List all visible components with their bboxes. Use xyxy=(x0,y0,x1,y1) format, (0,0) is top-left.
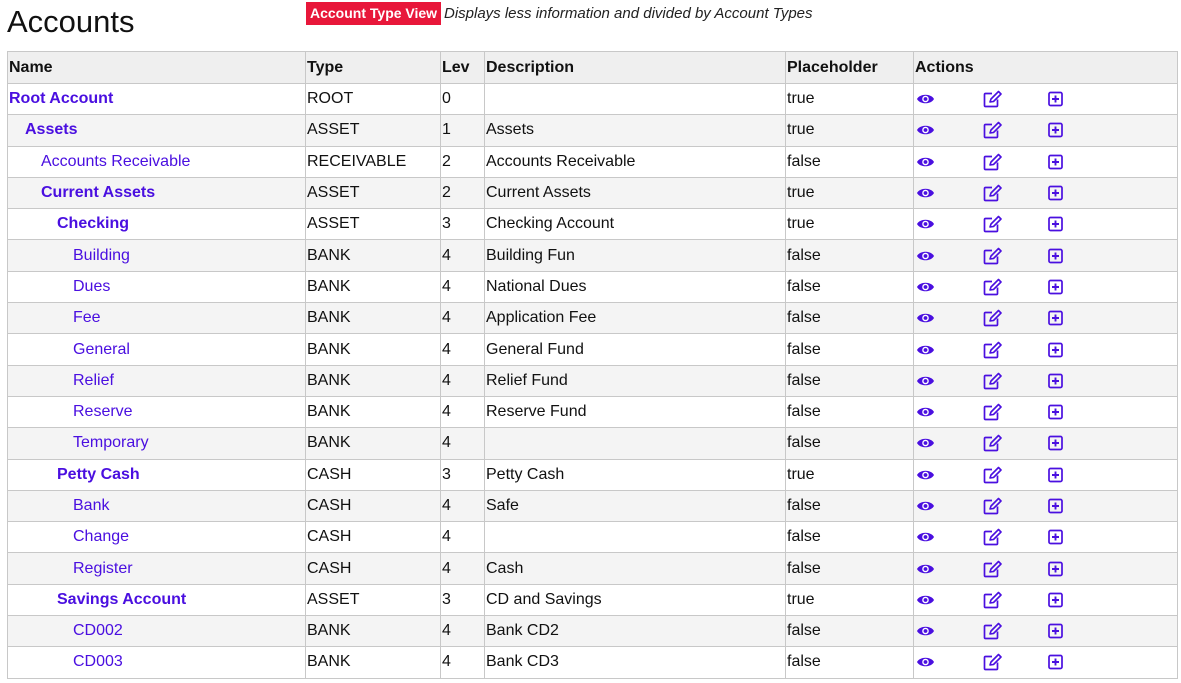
view-icon[interactable] xyxy=(916,343,935,356)
account-level-cell: 4 xyxy=(441,428,485,459)
view-icon[interactable] xyxy=(916,280,935,293)
edit-icon[interactable] xyxy=(983,341,1002,358)
table-row xyxy=(8,522,1178,553)
account-type-view-button[interactable]: Account Type View xyxy=(306,2,441,25)
account-level-cell: 4 xyxy=(441,553,485,584)
table-row xyxy=(8,490,1178,521)
actions-cell xyxy=(914,616,1178,647)
account-description-cell: Assets xyxy=(485,115,786,146)
account-name-cell xyxy=(8,584,306,615)
edit-icon[interactable] xyxy=(983,372,1002,389)
column-header-placeholder: Placeholder xyxy=(786,52,914,84)
account-name-cell xyxy=(8,459,306,490)
account-name-link[interactable]: General xyxy=(73,340,130,358)
actions-cell xyxy=(914,271,1178,302)
add-child-icon[interactable] xyxy=(1048,499,1063,514)
account-description-cell: General Fund xyxy=(485,334,786,365)
account-name-cell xyxy=(8,146,306,177)
account-placeholder-cell: false xyxy=(786,365,914,396)
edit-icon[interactable] xyxy=(983,623,1002,640)
view-icon[interactable] xyxy=(916,625,935,638)
account-name-link[interactable]: Root Account xyxy=(9,90,114,108)
view-icon[interactable] xyxy=(916,562,935,575)
account-description-cell: Building Fun xyxy=(485,240,786,271)
account-type-cell: BANK xyxy=(306,647,441,678)
account-description-cell: Safe xyxy=(485,490,786,521)
edit-icon[interactable] xyxy=(983,529,1002,546)
account-placeholder-cell: false xyxy=(786,303,914,334)
account-type-cell: BANK xyxy=(306,271,441,302)
account-type-cell: CASH xyxy=(306,490,441,521)
account-level-cell: 4 xyxy=(441,647,485,678)
add-child-icon[interactable] xyxy=(1048,405,1063,420)
account-name-link[interactable]: Relief xyxy=(73,371,114,389)
edit-icon[interactable] xyxy=(983,91,1002,108)
actions-cell xyxy=(914,84,1178,115)
account-type-cell: BANK xyxy=(306,240,441,271)
account-name-link[interactable]: Checking xyxy=(57,215,130,233)
edit-icon[interactable] xyxy=(983,591,1002,608)
account-placeholder-cell: false xyxy=(786,522,914,553)
edit-icon[interactable] xyxy=(983,654,1002,671)
add-child-icon[interactable] xyxy=(1048,655,1063,670)
account-name-cell xyxy=(8,271,306,302)
view-icon[interactable] xyxy=(916,593,935,606)
account-placeholder-cell: false xyxy=(786,334,914,365)
account-name-cell xyxy=(8,115,306,146)
account-placeholder-cell: false xyxy=(786,428,914,459)
account-description-cell: Current Assets xyxy=(485,177,786,208)
account-type-cell: BANK xyxy=(306,365,441,396)
account-type-cell: ROOT xyxy=(306,84,441,115)
account-level-cell: 3 xyxy=(441,209,485,240)
account-level-cell: 3 xyxy=(441,584,485,615)
account-type-cell: BANK xyxy=(306,428,441,459)
edit-icon[interactable] xyxy=(983,185,1002,202)
account-description-cell: National Dues xyxy=(485,271,786,302)
account-name-cell xyxy=(8,522,306,553)
view-icon[interactable] xyxy=(916,406,935,419)
account-name-cell xyxy=(8,553,306,584)
add-child-icon[interactable] xyxy=(1048,467,1063,482)
edit-icon[interactable] xyxy=(983,404,1002,421)
account-placeholder-cell: false xyxy=(786,616,914,647)
account-description-cell: Bank CD3 xyxy=(485,647,786,678)
account-name-cell xyxy=(8,428,306,459)
account-type-cell: BANK xyxy=(306,303,441,334)
actions-cell xyxy=(914,584,1178,615)
edit-icon[interactable] xyxy=(983,278,1002,295)
account-name-link[interactable]: Building xyxy=(73,246,130,264)
account-name-link[interactable]: CD003 xyxy=(73,653,123,671)
account-name-cell xyxy=(8,209,306,240)
table-row xyxy=(8,459,1178,490)
account-description-cell: Bank CD2 xyxy=(485,616,786,647)
account-name-cell xyxy=(8,490,306,521)
actions-cell xyxy=(914,459,1178,490)
column-header-actions: Actions xyxy=(914,52,1178,84)
account-placeholder-cell: false xyxy=(786,553,914,584)
add-child-icon[interactable] xyxy=(1048,561,1063,576)
actions-cell xyxy=(914,240,1178,271)
table-row xyxy=(8,240,1178,271)
add-child-icon[interactable] xyxy=(1048,342,1063,357)
account-type-cell: ASSET xyxy=(306,584,441,615)
actions-cell xyxy=(914,334,1178,365)
account-description-cell: Cash xyxy=(485,553,786,584)
actions-cell xyxy=(914,146,1178,177)
add-child-icon[interactable] xyxy=(1048,624,1063,639)
account-placeholder-cell: false xyxy=(786,146,914,177)
table-row xyxy=(8,271,1178,302)
column-header-name: Name xyxy=(8,52,306,84)
account-name-link[interactable]: Accounts Receivable xyxy=(41,152,191,170)
edit-icon[interactable] xyxy=(983,247,1002,264)
account-name-link[interactable]: Dues xyxy=(73,277,111,295)
account-description-cell: CD and Savings xyxy=(485,584,786,615)
add-child-icon[interactable] xyxy=(1048,248,1063,263)
view-icon[interactable] xyxy=(916,218,935,231)
edit-icon[interactable] xyxy=(983,216,1002,233)
table-row xyxy=(8,146,1178,177)
edit-icon[interactable] xyxy=(983,310,1002,327)
view-icon[interactable] xyxy=(916,437,935,450)
account-name-link[interactable]: CD002 xyxy=(73,622,123,640)
account-type-cell: CASH xyxy=(306,522,441,553)
add-child-icon[interactable] xyxy=(1048,186,1063,201)
view-icon[interactable] xyxy=(916,155,935,168)
table-row xyxy=(8,303,1178,334)
account-level-cell: 4 xyxy=(441,522,485,553)
account-name-cell xyxy=(8,334,306,365)
account-level-cell: 4 xyxy=(441,616,485,647)
account-description-cell: Relief Fund xyxy=(485,365,786,396)
column-header-type: Type xyxy=(306,52,441,84)
table-row xyxy=(8,115,1178,146)
view-icon[interactable] xyxy=(916,468,935,481)
table-header-row xyxy=(8,52,1178,84)
add-child-icon[interactable] xyxy=(1048,436,1063,451)
column-header-lev: Lev xyxy=(441,52,485,84)
account-description-cell: Petty Cash xyxy=(485,459,786,490)
add-child-icon[interactable] xyxy=(1048,373,1063,388)
actions-cell xyxy=(914,303,1178,334)
actions-cell xyxy=(914,522,1178,553)
view-icon[interactable] xyxy=(916,312,935,325)
actions-cell xyxy=(914,396,1178,427)
account-level-cell: 4 xyxy=(441,271,485,302)
account-name-link[interactable]: Assets xyxy=(25,121,78,139)
view-description: Displays less information and divided by Account Types xyxy=(444,5,813,22)
account-placeholder-cell: false xyxy=(786,271,914,302)
account-name-cell xyxy=(8,396,306,427)
account-name-link[interactable]: Fee xyxy=(73,309,101,327)
account-name-link[interactable]: Petty Cash xyxy=(57,465,140,483)
table-row xyxy=(8,428,1178,459)
account-placeholder-cell: true xyxy=(786,459,914,490)
account-level-cell: 3 xyxy=(441,459,485,490)
view-icon[interactable] xyxy=(916,500,935,513)
account-placeholder-cell: true xyxy=(786,209,914,240)
account-level-cell: 0 xyxy=(441,84,485,115)
add-child-icon[interactable] xyxy=(1048,311,1063,326)
account-type-cell: ASSET xyxy=(306,209,441,240)
account-placeholder-cell: true xyxy=(786,115,914,146)
account-name-link[interactable]: Current Assets xyxy=(41,184,156,202)
edit-icon[interactable] xyxy=(983,435,1002,452)
view-icon[interactable] xyxy=(916,374,935,387)
table-row xyxy=(8,584,1178,615)
account-placeholder-cell: false xyxy=(786,647,914,678)
account-placeholder-cell: true xyxy=(786,584,914,615)
account-name-cell xyxy=(8,240,306,271)
account-level-cell: 2 xyxy=(441,177,485,208)
account-description-cell xyxy=(485,522,786,553)
account-type-cell: RECEIVABLE xyxy=(306,146,441,177)
add-child-icon[interactable] xyxy=(1048,279,1063,294)
accounts-table xyxy=(7,51,1178,679)
account-name-link[interactable]: Change xyxy=(73,528,130,546)
view-icon[interactable] xyxy=(916,656,935,669)
edit-icon[interactable] xyxy=(983,153,1002,170)
add-child-icon[interactable] xyxy=(1048,92,1063,107)
actions-cell xyxy=(914,490,1178,521)
account-name-link[interactable]: Bank xyxy=(73,497,110,514)
account-description-cell: Application Fee xyxy=(485,303,786,334)
table-row xyxy=(8,365,1178,396)
account-type-cell: BANK xyxy=(306,396,441,427)
page-title: Accounts xyxy=(7,4,135,39)
account-level-cell: 4 xyxy=(441,396,485,427)
account-name-link[interactable]: Register xyxy=(73,559,133,577)
account-description-cell: Reserve Fund xyxy=(485,396,786,427)
account-level-cell: 1 xyxy=(441,115,485,146)
actions-cell xyxy=(914,209,1178,240)
table-row xyxy=(8,209,1178,240)
table-row xyxy=(8,616,1178,647)
view-icon[interactable] xyxy=(916,124,935,137)
add-child-icon[interactable] xyxy=(1048,530,1063,545)
add-child-icon[interactable] xyxy=(1048,592,1063,607)
view-icon[interactable] xyxy=(916,187,935,200)
account-name-link[interactable]: Reserve xyxy=(73,403,133,421)
account-description-cell: Checking Account xyxy=(485,209,786,240)
account-level-cell: 4 xyxy=(441,365,485,396)
view-icon[interactable] xyxy=(916,93,935,106)
table-row xyxy=(8,177,1178,208)
account-level-cell: 2 xyxy=(441,146,485,177)
account-description-cell xyxy=(485,84,786,115)
table-row xyxy=(8,396,1178,427)
account-type-cell: CASH xyxy=(306,553,441,584)
account-description-cell xyxy=(485,428,786,459)
account-placeholder-cell: false xyxy=(786,396,914,427)
actions-cell xyxy=(914,115,1178,146)
add-child-icon[interactable] xyxy=(1048,154,1063,169)
account-name-link[interactable]: Savings Account xyxy=(57,590,187,608)
account-level-cell: 4 xyxy=(441,303,485,334)
actions-cell xyxy=(914,647,1178,678)
account-description-cell: Accounts Receivable xyxy=(485,146,786,177)
account-type-cell: BANK xyxy=(306,334,441,365)
account-placeholder-cell: false xyxy=(786,490,914,521)
account-name-cell xyxy=(8,616,306,647)
view-icon[interactable] xyxy=(916,249,935,262)
account-name-cell xyxy=(8,647,306,678)
actions-cell xyxy=(914,553,1178,584)
table-row xyxy=(8,334,1178,365)
actions-cell xyxy=(914,428,1178,459)
edit-icon[interactable] xyxy=(983,122,1002,139)
add-child-icon[interactable] xyxy=(1048,123,1063,138)
actions-cell xyxy=(914,177,1178,208)
account-name-link[interactable]: Temporary xyxy=(73,434,149,452)
account-type-cell: ASSET xyxy=(306,115,441,146)
account-type-cell: ASSET xyxy=(306,177,441,208)
account-placeholder-cell: false xyxy=(786,240,914,271)
column-header-description: Description xyxy=(485,52,786,84)
account-placeholder-cell: true xyxy=(786,177,914,208)
table-row xyxy=(8,647,1178,678)
account-level-cell: 4 xyxy=(441,240,485,271)
edit-icon[interactable] xyxy=(983,498,1002,515)
account-type-cell: BANK xyxy=(306,616,441,647)
account-level-cell: 4 xyxy=(441,490,485,521)
account-placeholder-cell: true xyxy=(786,84,914,115)
account-type-cell: CASH xyxy=(306,459,441,490)
account-name-cell xyxy=(8,365,306,396)
edit-icon[interactable] xyxy=(983,466,1002,483)
account-level-cell: 4 xyxy=(441,334,485,365)
account-name-cell xyxy=(8,303,306,334)
account-name-cell xyxy=(8,177,306,208)
actions-cell xyxy=(914,365,1178,396)
add-child-icon[interactable] xyxy=(1048,217,1063,232)
account-name-cell xyxy=(8,84,306,115)
table-row xyxy=(8,84,1178,115)
edit-icon[interactable] xyxy=(983,560,1002,577)
table-row xyxy=(8,553,1178,584)
view-icon[interactable] xyxy=(916,531,935,544)
